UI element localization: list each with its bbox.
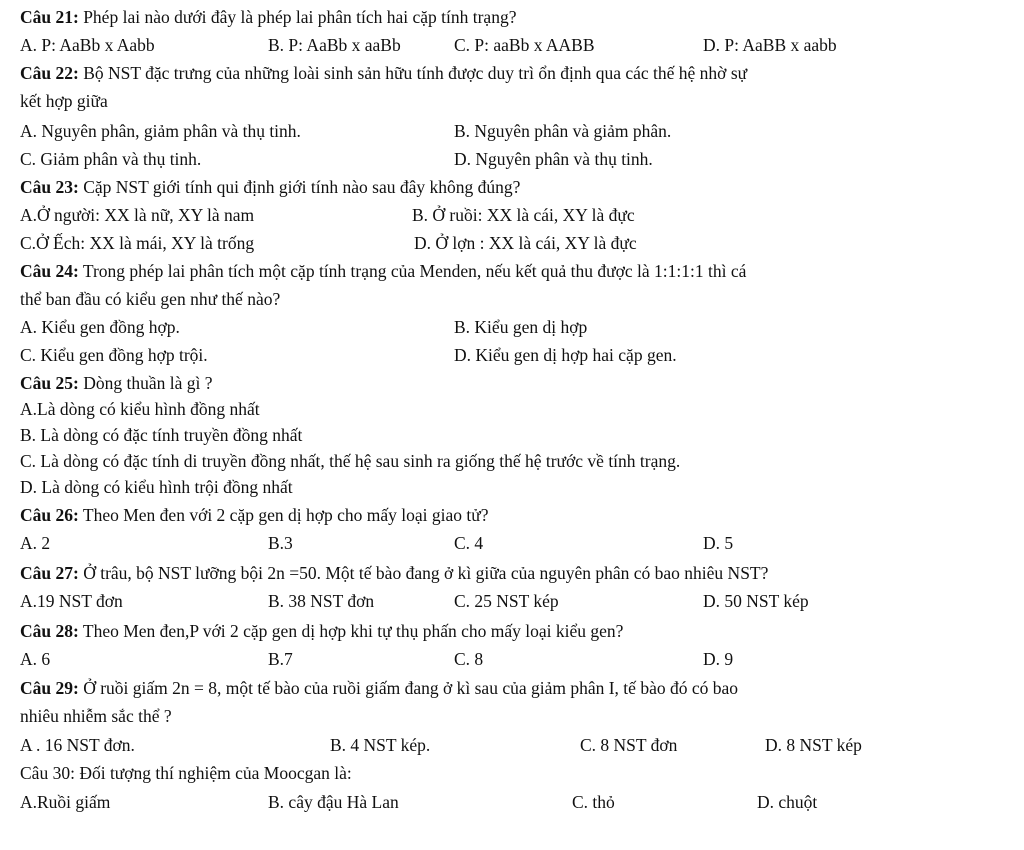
option-a: A.Ruồi giấm: [20, 792, 111, 812]
option-b: B. Kiểu gen dị hợp: [454, 317, 588, 337]
question-text: Theo Men đen,P với 2 cặp gen dị hợp khi tự thụ phấn cho mấy loại kiểu gen?: [78, 621, 624, 641]
question-25: [20, 373, 212, 394]
option-d: D. Là dòng có kiểu hình trội đồng nhất: [20, 477, 293, 497]
question-text: Phép lai nào dưới đây là phép lai phân tích hai cặp tính trạng?: [78, 7, 517, 27]
question-number: Câu 26:: [20, 505, 79, 525]
option-c: C.Ở Ếch: XX là mái, XY là trống: [20, 233, 255, 253]
option-b: B. Là dòng có đặc tính truyền đồng nhất: [20, 425, 303, 445]
question-text-continued: nhiêu nhiễm sắc thể ?: [20, 706, 172, 726]
option-d: D. Kiểu gen dị hợp hai cặp gen.: [454, 345, 677, 365]
question-22: [20, 63, 747, 84]
option-c: C. 8 NST đơn: [580, 735, 678, 755]
question-number: Câu 27:: [20, 563, 79, 583]
option-c: C. 4: [454, 533, 484, 553]
question-text-continued: kết hợp giữa: [20, 91, 108, 111]
question-number: Câu 23:: [20, 177, 79, 197]
option-c: C. Kiểu gen đồng hợp trội.: [20, 345, 208, 365]
option-d: D. chuột: [757, 792, 818, 812]
question-21: [20, 7, 516, 28]
option-d: D. 8 NST kép: [765, 735, 862, 755]
option-c: C. Giảm phân và thụ tinh.: [20, 149, 202, 169]
option-b: B. 38 NST đơn: [268, 591, 375, 611]
option-c: C. Là dòng có đặc tính di truyền đồng nhất, thế hệ sau sinh ra giống thế hệ trước về tính trạng.: [20, 451, 681, 471]
option-c: C. P: aaBb x AABB: [454, 35, 595, 55]
option-b: B. 4 NST kép.: [330, 735, 431, 755]
question-text: Bộ NST đặc trưng của những loài sinh sản hữu tính được duy trì ổn định qua các thế hệ nhờ sự: [78, 63, 748, 83]
question-text: Trong phép lai phân tích một cặp tính trạng của Menden, nếu kết quả thu được là 1:1:1:1 thì cá: [78, 261, 747, 281]
option-a: A.Ở người: XX là nữ, XY là nam: [20, 205, 255, 225]
question-23: [20, 177, 520, 198]
option-a: A. P: AaBb x Aabb: [20, 35, 155, 55]
option-a: A.Là dòng có kiểu hình đồng nhất: [20, 399, 260, 419]
question-number: Câu 28:: [20, 621, 79, 641]
question-27: [20, 563, 768, 584]
option-d: D. 5: [703, 533, 734, 553]
question-30: [20, 763, 352, 784]
option-d: D. P: AaBB x aabb: [703, 35, 837, 55]
option-d: D. Ở lợn : XX là cái, XY là đực: [414, 233, 637, 253]
question-number: Câu 25:: [20, 373, 79, 393]
option-a: A. 2: [20, 533, 51, 553]
question-number: Câu 29:: [20, 678, 79, 698]
question-text-continued: thể ban đầu có kiểu gen như thế nào?: [20, 289, 281, 309]
question-text: Ở ruồi giấm 2n = 8, một tế bào của ruồi giấm đang ở kì sau của giảm phân I, tế bào đó có bao: [78, 678, 738, 698]
option-c: C. 8: [454, 649, 484, 669]
option-a: A. Kiểu gen đồng hợp.: [20, 317, 180, 337]
question-text: Theo Men đen với 2 cặp gen dị hợp cho mấy loại giao tử?: [78, 505, 489, 525]
question-number: Câu 30:: [20, 763, 75, 783]
option-a: A. Nguyên phân, giảm phân và thụ tinh.: [20, 121, 301, 141]
option-b: B. cây đậu Hà Lan: [268, 792, 399, 812]
option-b: B. Ở ruồi: XX là cái, XY là đực: [412, 205, 635, 225]
question-28: [20, 621, 623, 642]
question-number: Câu 21:: [20, 7, 79, 27]
question-text: Ở trâu, bộ NST lưỡng bội 2n =50. Một tế bào đang ở kì giữa của nguyên phân có bao nhiêu NST?: [78, 563, 769, 583]
option-b: B.3: [268, 533, 293, 553]
option-b: B. Nguyên phân và giảm phân.: [454, 121, 672, 141]
option-d: D. Nguyên phân và thụ tinh.: [454, 149, 653, 169]
option-b: B. P: AaBb x aaBb: [268, 35, 401, 55]
question-number: Câu 24:: [20, 261, 79, 281]
question-26: [20, 505, 488, 526]
question-number: Câu 22:: [20, 63, 79, 83]
question-29: [20, 678, 738, 699]
option-c: C. thỏ: [572, 792, 615, 812]
option-a: A . 16 NST đơn.: [20, 735, 135, 755]
option-a: A.19 NST đơn: [20, 591, 123, 611]
option-d: D. 50 NST kép: [703, 591, 809, 611]
option-c: C. 25 NST kép: [454, 591, 559, 611]
question-text: Cặp NST giới tính qui định giới tính nào sau đây không đúng?: [78, 177, 521, 197]
question-24: [20, 261, 746, 282]
option-b: B.7: [268, 649, 293, 669]
question-text: Đối tượng thí nghiệm của Moocgan là:: [74, 763, 352, 783]
option-d: D. 9: [703, 649, 734, 669]
option-a: A. 6: [20, 649, 51, 669]
question-text: Dòng thuần là gì ?: [78, 373, 213, 393]
